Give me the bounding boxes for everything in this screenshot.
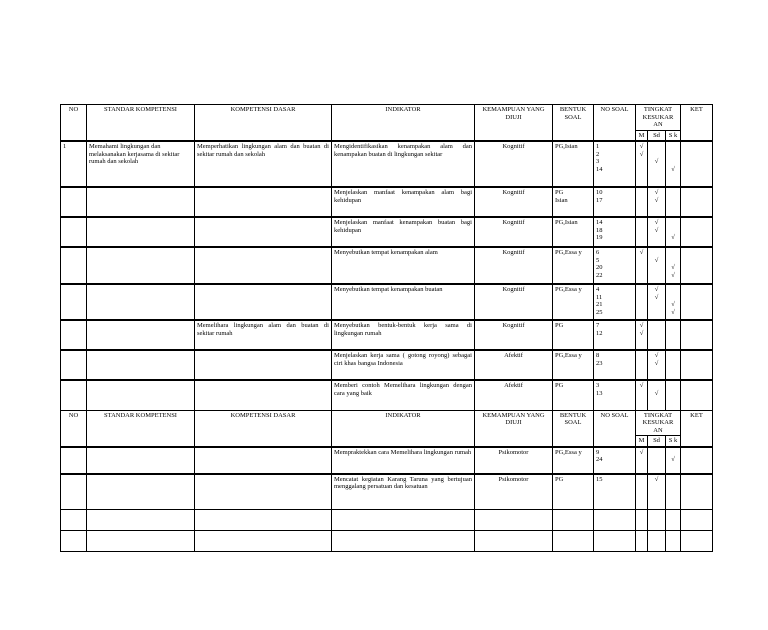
cell-indikator: Menjelaskan manfaat kenampakan alam bagi kehidupan: [332, 187, 475, 217]
cell-kemampuan: Kognitif: [475, 187, 553, 217]
cell-tingkat-sd: √: [648, 380, 666, 410]
cell-no: [61, 380, 87, 410]
cell-kemampuan: Kognitif: [475, 217, 553, 247]
cell-kemampuan: Kognitif: [475, 141, 553, 187]
header-ket: KET: [681, 105, 713, 142]
cell-bentuk-soal: PG Isian: [553, 187, 594, 217]
cell-bentuk-soal: PG,Isian: [553, 141, 594, 187]
header-kemampuan: KEMAMPUAN YANG DIUJI: [475, 105, 553, 142]
cell-standar: Memahami lingkungan dan melaksanakan kerjasama di sekitar rumah dan sekolah: [87, 141, 195, 187]
cell-kompetensi-dasar: [195, 474, 332, 510]
cell-tingkat-sd: √ √: [648, 217, 666, 247]
table-row: [61, 350, 713, 380]
cell-tingkat-m: [636, 350, 648, 380]
cell-indikator: Menyebutkan tempat kenampakan alam: [332, 247, 475, 284]
table-row: [61, 247, 713, 284]
empty-row: [61, 510, 713, 531]
header-tingkat: TINGKAT KESUKAR AN: [636, 410, 681, 436]
cell-indikator: Menyebutkan bentuk-bentuk kerja sama di lingkungan rumah: [332, 320, 475, 350]
document-table-area: [60, 104, 712, 552]
cell-no-soal: 4 11 21 25: [594, 284, 636, 320]
cell-ket: [681, 320, 713, 350]
cell-ket: [681, 474, 713, 510]
cell-standar: [87, 284, 195, 320]
header-sk: S k: [666, 130, 681, 141]
cell-kompetensi-dasar: [195, 380, 332, 410]
cell-tingkat-sk: √: [666, 447, 681, 474]
header-kompetensi: KOMPETENSI DASAR: [195, 410, 332, 447]
cell-no-soal: 7 12: [594, 320, 636, 350]
header-standar: STANDAR KOMPETENSI: [87, 105, 195, 142]
table-row: [61, 141, 713, 187]
cell-tingkat-sd: √ √: [648, 350, 666, 380]
cell-no-soal: 10 17: [594, 187, 636, 217]
cell-standar: [87, 187, 195, 217]
kisi-kisi-table: [60, 104, 713, 552]
header-sk: S k: [666, 436, 681, 447]
cell-indikator: Menyebutkan tempat kenampakan buatan: [332, 284, 475, 320]
cell-ket: [681, 284, 713, 320]
cell-no-soal: 6 5 20 22: [594, 247, 636, 284]
cell-kompetensi-dasar: Memelihara lingkungan alam dan buatan di sekitar rumah: [195, 320, 332, 350]
cell-tingkat-sd: √: [648, 141, 666, 187]
cell-kemampuan: Kognitif: [475, 320, 553, 350]
cell-standar: [87, 380, 195, 410]
cell-bentuk-soal: PG,Essa y: [553, 447, 594, 474]
cell-tingkat-sk: √ √: [666, 247, 681, 284]
cell-indikator: Menjelaskan manfaat kenampakan buatan bagi kehidupan: [332, 217, 475, 247]
cell-standar: [87, 350, 195, 380]
cell-kemampuan: Kognitif: [475, 284, 553, 320]
cell-kompetensi-dasar: [195, 284, 332, 320]
cell-no-soal: 3 13: [594, 380, 636, 410]
cell-standar: [87, 247, 195, 284]
cell-no-soal: 8 23: [594, 350, 636, 380]
header-indikator: INDIKATOR: [332, 410, 475, 447]
table-row: [61, 217, 713, 247]
header-bentuk: BENTUK SOAL: [553, 105, 594, 142]
header-sd: Sd: [648, 436, 666, 447]
cell-indikator: Mempraktekkan cara Memelihara lingkungan rumah: [332, 447, 475, 474]
header-sd: Sd: [648, 130, 666, 141]
cell-bentuk-soal: PG,Essa y: [553, 350, 594, 380]
cell-standar: [87, 447, 195, 474]
cell-no: [61, 217, 87, 247]
table-row: [61, 474, 713, 510]
cell-ket: [681, 141, 713, 187]
cell-ket: [681, 350, 713, 380]
header-bentuk: BENTUK SOAL: [553, 410, 594, 447]
cell-kompetensi-dasar: Memperhatikan lingkungan alam dan buatan di sekitar rumah dan sekolah: [195, 141, 332, 187]
header-no: NO: [61, 105, 87, 142]
cell-ket: [681, 247, 713, 284]
table-row: [61, 320, 713, 350]
cell-tingkat-m: [636, 284, 648, 320]
cell-no: [61, 247, 87, 284]
table-row: [61, 380, 713, 410]
header-m: M: [636, 130, 648, 141]
header-standar: STANDAR KOMPETENSI: [87, 410, 195, 447]
cell-tingkat-sd: √ √: [648, 187, 666, 217]
cell-ket: [681, 380, 713, 410]
table-row: [61, 447, 713, 474]
cell-tingkat-sd: √: [648, 247, 666, 284]
cell-kompetensi-dasar: [195, 447, 332, 474]
header-nosoal: NO SOAL: [594, 105, 636, 142]
cell-indikator: Mencatat kegiatan Karang Taruna yang bertujuan menggalang persatuan dan kesatuan: [332, 474, 475, 510]
cell-no-soal: 1 2 3 14: [594, 141, 636, 187]
cell-indikator: Mengidentifikasikan kenampakan alam dan kenampakan buatan di lingkungan sekitar: [332, 141, 475, 187]
cell-kompetensi-dasar: [195, 217, 332, 247]
cell-bentuk-soal: PG: [553, 380, 594, 410]
cell-kompetensi-dasar: [195, 350, 332, 380]
cell-no: [61, 474, 87, 510]
cell-tingkat-m: [636, 474, 648, 510]
table-row: [61, 187, 713, 217]
cell-tingkat-m: [636, 187, 648, 217]
table-row: [61, 284, 713, 320]
cell-tingkat-sd: [648, 447, 666, 474]
cell-no-soal: 9 24: [594, 447, 636, 474]
cell-tingkat-m: [636, 217, 648, 247]
cell-tingkat-sd: √ √: [648, 284, 666, 320]
cell-no: [61, 447, 87, 474]
cell-no: [61, 320, 87, 350]
cell-bentuk-soal: PG: [553, 474, 594, 510]
cell-tingkat-m: √ √: [636, 141, 648, 187]
table-header-row-repeat: [61, 410, 713, 436]
cell-tingkat-sk: √: [666, 217, 681, 247]
cell-tingkat-m: √: [636, 247, 648, 284]
cell-ket: [681, 187, 713, 217]
cell-kompetensi-dasar: [195, 187, 332, 217]
cell-no: [61, 284, 87, 320]
header-kemampuan: KEMAMPUAN YANG DIUJI: [475, 410, 553, 447]
header-nosoal: NO SOAL: [594, 410, 636, 447]
table-header-row: [61, 105, 713, 131]
cell-kemampuan: Psikomotor: [475, 447, 553, 474]
cell-tingkat-sk: √ √: [666, 284, 681, 320]
header-kompetensi: KOMPETENSI DASAR: [195, 105, 332, 142]
cell-indikator: Memberi contoh Memelihara lingkungan dengan cara yang baik: [332, 380, 475, 410]
cell-tingkat-sk: [666, 474, 681, 510]
cell-kemampuan: Psikomotor: [475, 474, 553, 510]
cell-tingkat-m: √: [636, 380, 648, 410]
cell-tingkat-sk: √: [666, 141, 681, 187]
cell-bentuk-soal: PG,Isian: [553, 217, 594, 247]
cell-kompetensi-dasar: [195, 247, 332, 284]
cell-tingkat-sk: [666, 320, 681, 350]
header-indikator: INDIKATOR: [332, 105, 475, 142]
header-tingkat: TINGKAT KESUKAR AN: [636, 105, 681, 131]
cell-bentuk-soal: PG,Essa y: [553, 247, 594, 284]
header-m: M: [636, 436, 648, 447]
cell-tingkat-sk: [666, 350, 681, 380]
header-no: NO: [61, 410, 87, 447]
cell-standar: [87, 217, 195, 247]
cell-kemampuan: Afektif: [475, 380, 553, 410]
cell-tingkat-m: √ √: [636, 320, 648, 350]
header-ket: KET: [681, 410, 713, 447]
cell-tingkat-sd: [648, 320, 666, 350]
cell-kemampuan: Kognitif: [475, 247, 553, 284]
cell-no: [61, 350, 87, 380]
cell-no: [61, 187, 87, 217]
cell-bentuk-soal: PG: [553, 320, 594, 350]
cell-tingkat-sd: √: [648, 474, 666, 510]
cell-ket: [681, 217, 713, 247]
cell-kemampuan: Afektif: [475, 350, 553, 380]
cell-tingkat-m: √: [636, 447, 648, 474]
cell-standar: [87, 320, 195, 350]
cell-indikator: Menjelaskan kerja sama ( gotong royong) sebagai ciri khas bangsa Indonesia: [332, 350, 475, 380]
cell-ket: [681, 447, 713, 474]
cell-no: 1: [61, 141, 87, 187]
cell-standar: [87, 474, 195, 510]
cell-tingkat-sk: [666, 187, 681, 217]
cell-no-soal: 15: [594, 474, 636, 510]
cell-no-soal: 14 18 19: [594, 217, 636, 247]
cell-bentuk-soal: PG,Essa y: [553, 284, 594, 320]
cell-tingkat-sk: [666, 380, 681, 410]
empty-row: [61, 531, 713, 552]
